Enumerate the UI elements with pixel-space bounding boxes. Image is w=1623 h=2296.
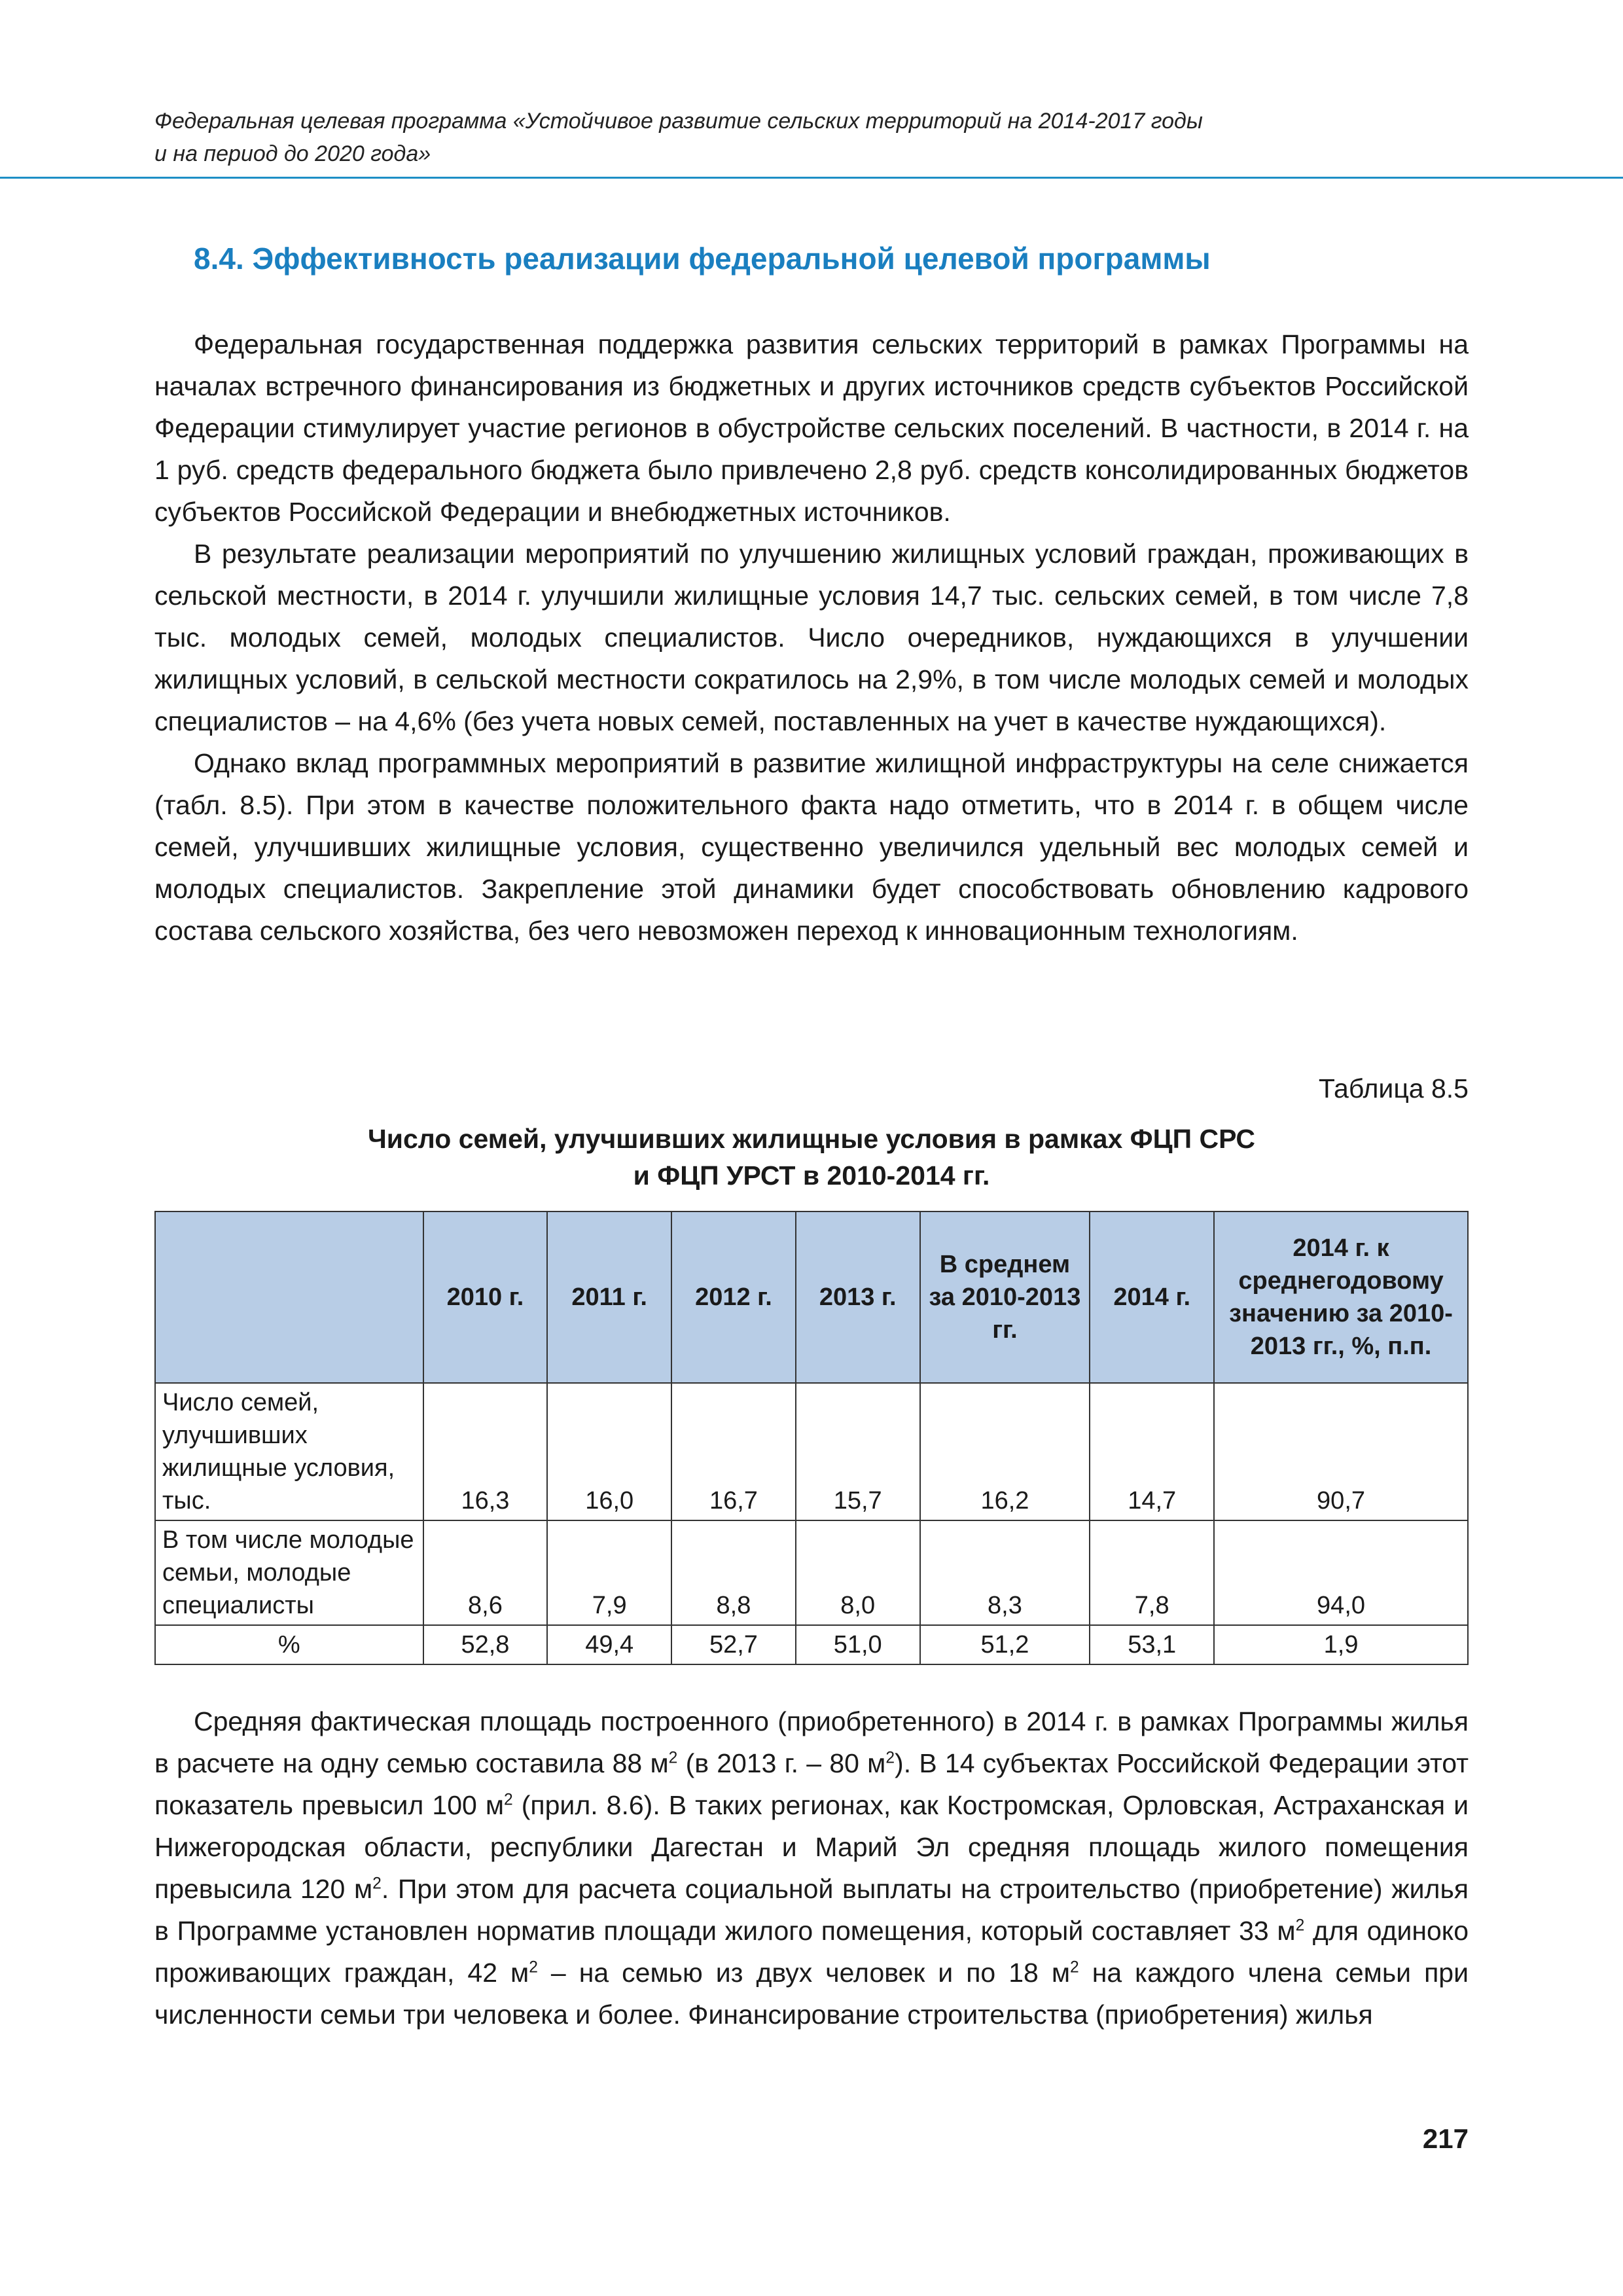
table-row bbox=[155, 1625, 1468, 1664]
page-number: 217 bbox=[1422, 2123, 1469, 2154]
table-cell: 16,7 bbox=[671, 1383, 796, 1520]
section-title: 8.4. Эффективность реализации федеральной целевой программы bbox=[194, 242, 1211, 276]
table-header-row bbox=[155, 1211, 1468, 1383]
table-cell: 49,4 bbox=[547, 1625, 671, 1664]
running-header bbox=[154, 105, 1463, 170]
paragraph-3: Однако вклад программных мероприятий в развитие жилищной инфраструктуры на селе снижается (табл. 8.5). При этом в качестве положительного факта надо отметить, что в 2014 г. в общем числе семей, улучшивших жилищные условия, существенно увеличился удельный вес молодых семей и молодых специалистов. Закрепление этой динамики будет способствовать обновлению кадрового состава сельского хозяйства, без чего невозможен переход к инновационным технологиям. bbox=[154, 748, 1469, 946]
table-title-line2: и ФЦП УРСТ в 2010-2014 гг. bbox=[633, 1160, 990, 1191]
header-cell-average: В среднем за 2010-2013 гг. bbox=[920, 1211, 1090, 1383]
table-cell: 16,0 bbox=[547, 1383, 671, 1520]
table-cell: 52,8 bbox=[423, 1625, 548, 1664]
table-cell: 51,2 bbox=[920, 1625, 1090, 1664]
header-cell-ratio: 2014 г. к среднегодовому значению за 2010-2013 гг., %, п.п. bbox=[1214, 1211, 1468, 1383]
table-cell: 7,9 bbox=[547, 1520, 671, 1625]
paragraph-1: Федеральная государственная поддержка развития сельских территорий в рамках Программы на началах встречного финансирования из бюджетных и других источников средств субъектов Российской Федерации стимулирует участие регионов в обустройстве сельских поселений. В частности, в 2014 г. на 1 руб. средств федерального бюджета было привлечено 2,8 руб. средств консолидированных бюджетов субъектов Российской Федерации и внебюджетных источников. bbox=[154, 329, 1469, 527]
table-cell: 7,8 bbox=[1090, 1520, 1214, 1625]
header-divider bbox=[0, 177, 1623, 179]
row-label: % bbox=[155, 1625, 423, 1664]
table-row bbox=[155, 1520, 1468, 1625]
running-header-line2: и на период до 2020 года» bbox=[154, 141, 431, 166]
table-cell: 90,7 bbox=[1214, 1383, 1468, 1520]
intro-text bbox=[154, 323, 1469, 952]
table-cell: 14,7 bbox=[1090, 1383, 1214, 1520]
table-cell: 51,0 bbox=[796, 1625, 920, 1664]
table-cell: 16,3 bbox=[423, 1383, 548, 1520]
paragraph-2: В результате реализации мероприятий по улучшению жилищных условий граждан, проживающих в сельской местности, в 2014 г. улучшили жилищные условия 14,7 тыс. сельских семей, в том числе 7,8 тыс. молодых семей, молодых специалистов. Число очередников, нуждающихся в улучшении жилищных условий, в сельской местности сократилось на 2,9%, в том числе молодых семей и молодых специалистов – на 4,6% (без учета новых семей, поставленных на учет в качестве нуждающихся). bbox=[154, 539, 1469, 736]
row-label: Число семей, улучшивших жилищные условия, тыс. bbox=[155, 1383, 423, 1520]
table-title bbox=[154, 1121, 1469, 1194]
table-cell: 8,0 bbox=[796, 1520, 920, 1625]
table-cell: 94,0 bbox=[1214, 1520, 1468, 1625]
table-cell: 1,9 bbox=[1214, 1625, 1468, 1664]
row-label: В том числе молодые семьи, молодые специалисты bbox=[155, 1520, 423, 1625]
header-cell-2010: 2010 г. bbox=[423, 1211, 548, 1383]
table-cell: 16,2 bbox=[920, 1383, 1090, 1520]
table-cell: 15,7 bbox=[796, 1383, 920, 1520]
header-cell-2014: 2014 г. bbox=[1090, 1211, 1214, 1383]
header-cell-empty bbox=[155, 1211, 423, 1383]
table-row bbox=[155, 1383, 1468, 1520]
running-header-line1: Федеральная целевая программа «Устойчивое развитие сельских территорий на 2014-2017 годы bbox=[154, 109, 1203, 134]
table-cell: 8,8 bbox=[671, 1520, 796, 1625]
table-number: Таблица 8.5 bbox=[1318, 1073, 1469, 1103]
table-cell: 53,1 bbox=[1090, 1625, 1214, 1664]
header-cell-2011: 2011 г. bbox=[547, 1211, 671, 1383]
table-cell: 52,7 bbox=[671, 1625, 796, 1664]
table-cell: 8,3 bbox=[920, 1520, 1090, 1625]
table-title-line1: Число семей, улучшивших жилищные условия в рамках ФЦП СРС bbox=[367, 1124, 1256, 1154]
paragraph-4: Средняя фактическая площадь построенного (приобретенного) в 2014 г. в рамках Программы жилья в расчете на одну семью составила 88 $м^2$ (в 2013 г. – 80 $м^2$). В 14 субъектах Российской Федерации этот показатель превысил 100 $м^2$ (прил. 8.6). В таких регионах, как Костромская, Орловская, Астраханская и Нижегородская области, республики Дагестан и Марий Эл средняя площадь жилого помещения превысила 120 $м^2$. При этом для расчета социальной выплаты на строительство (приобретение) жилья в Программе установлен норматив площади жилого помещения, который составляет 33 $м^2$ для одиноко проживающих граждан, 42 $м^2$ – на семью из двух человек и по 18 $м^2$ на каждого члена семьи при численности семьи три человека и более. Финансирование строительства (приобретения) жилья bbox=[154, 1706, 1469, 2030]
area-text bbox=[154, 1700, 1469, 2036]
families-table bbox=[154, 1211, 1469, 1665]
header-cell-2013: 2013 г. bbox=[796, 1211, 920, 1383]
header-cell-2012: 2012 г. bbox=[671, 1211, 796, 1383]
table-cell: 8,6 bbox=[423, 1520, 548, 1625]
